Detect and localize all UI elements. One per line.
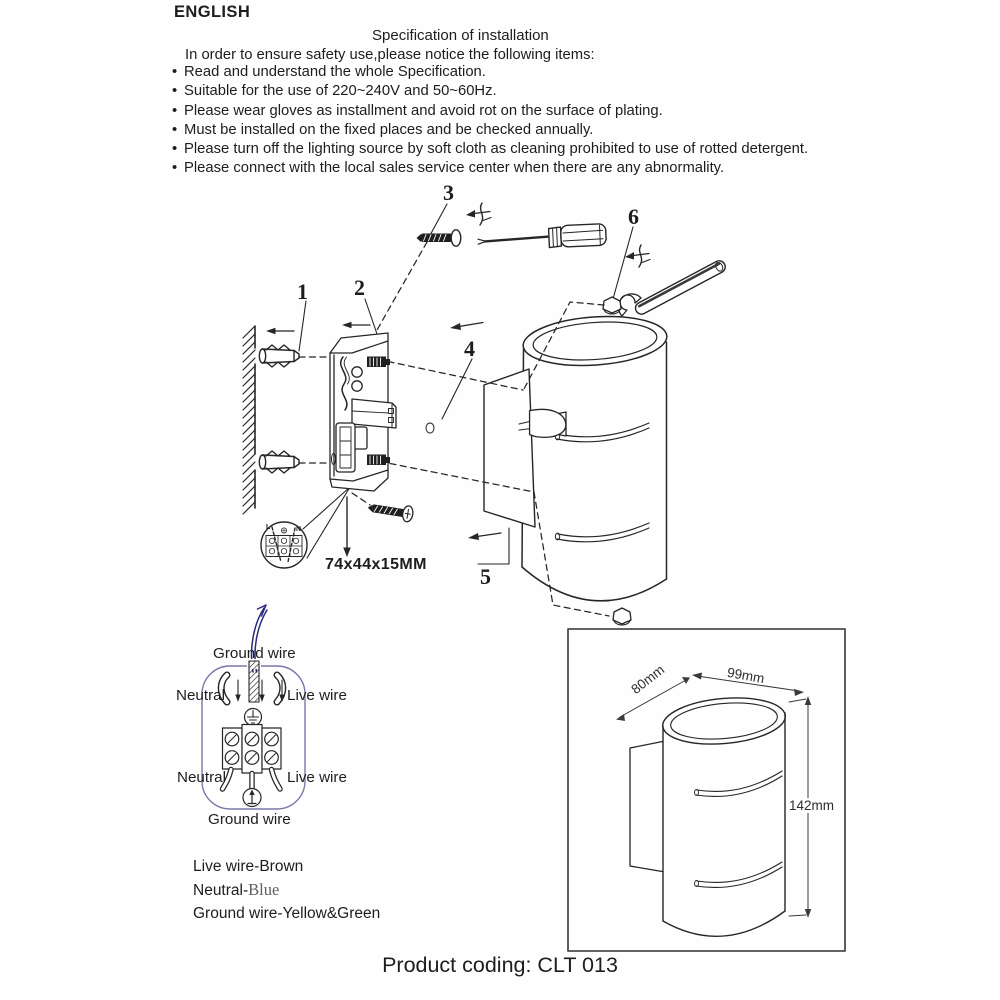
legend-neutral-color: Blue bbox=[248, 880, 280, 899]
dimension-height-label: 142mm bbox=[789, 798, 835, 813]
spec-item: • Please connect with the local sales service center when there are any abnormality. bbox=[172, 159, 808, 178]
bullet-glyph: • bbox=[172, 141, 178, 158]
ground-symbol-bottom bbox=[243, 789, 261, 807]
terminal-live-marking: L bbox=[266, 524, 271, 531]
part-number-6: 6 bbox=[628, 204, 639, 229]
legend-live: Live wire-Brown bbox=[193, 858, 304, 875]
language-header: ENGLISH bbox=[174, 3, 251, 21]
turn-symbol-screw bbox=[466, 203, 491, 225]
wall-plug-bottom bbox=[259, 451, 299, 473]
wall bbox=[243, 326, 255, 514]
size-arrow bbox=[343, 497, 351, 557]
ground-symbol-top bbox=[245, 709, 262, 726]
turn-symbol-bolt bbox=[625, 245, 650, 267]
wall-plug-top bbox=[259, 345, 299, 367]
wrench bbox=[618, 259, 727, 317]
product-coding: Product coding: CLT 013 bbox=[382, 953, 618, 977]
screw-part-3 bbox=[417, 230, 461, 246]
bracket-size-label: 74x44x15MM bbox=[325, 556, 427, 573]
terminal-block bbox=[223, 725, 282, 774]
mounting-bracket bbox=[330, 333, 396, 491]
dimension-drawing bbox=[568, 629, 845, 951]
spec-list bbox=[172, 63, 808, 179]
dimension-diameter-label: 99mm bbox=[725, 664, 766, 687]
part-number-3: 3 bbox=[443, 180, 454, 205]
spec-item: • Read and understand the whole Specification. bbox=[172, 63, 808, 82]
ground-wire-hatched bbox=[249, 661, 259, 702]
bullet-glyph: • bbox=[172, 121, 178, 138]
spec-intro: In order to ensure safety use,please notice the following items: bbox=[185, 47, 595, 63]
wire-color-legend bbox=[193, 855, 380, 925]
spec-title: Specification of installation bbox=[372, 27, 549, 44]
bolt-top bbox=[603, 297, 621, 314]
bullet-glyph: • bbox=[172, 83, 178, 100]
part-number-2: 2 bbox=[354, 275, 365, 300]
legend-neutral: Neutral-Blue bbox=[193, 880, 280, 899]
part-number-4: 4 bbox=[464, 336, 475, 361]
live-wire-label-bottom: Live wire bbox=[287, 769, 347, 786]
part-number-1: 1 bbox=[297, 279, 308, 304]
spec-item: • Please wear gloves as installment and avoid rot on the surface of plating. bbox=[172, 102, 808, 121]
neutral-label-bottom: Neutral bbox=[177, 769, 226, 786]
spec-item: • Must be installed on the fixed places and be checked annually. bbox=[172, 121, 808, 140]
dimension-depth-label: 80mm bbox=[628, 662, 668, 697]
ground-wire-label-bottom: Ground wire bbox=[208, 811, 291, 828]
bullet-glyph: • bbox=[172, 102, 178, 119]
ground-wire-label-top: Ground wire bbox=[213, 645, 296, 662]
small-screw bbox=[367, 500, 414, 523]
spec-item: • Please turn off the lighting source by soft cloth as cleaning prohibited to use of rotted detergent. bbox=[172, 140, 808, 159]
bracket-stud-bottom bbox=[367, 455, 390, 466]
bracket-stud-top bbox=[367, 357, 390, 368]
spec-item: • Suitable for the use of 220~240V and 50~60Hz. bbox=[172, 82, 808, 101]
screwdriver bbox=[478, 224, 607, 251]
dim-back-plate bbox=[630, 741, 665, 872]
terminal-neutral-marking: N bbox=[296, 526, 302, 533]
lamp-body bbox=[484, 312, 668, 601]
legend-ground: Ground wire-Yellow&Green bbox=[193, 905, 381, 922]
bolt-bottom bbox=[613, 608, 631, 625]
bullet-glyph: • bbox=[172, 160, 178, 177]
live-wire-label-top: Live wire bbox=[287, 687, 347, 704]
neutral-label-top: Neutral bbox=[176, 687, 225, 704]
back-plate bbox=[484, 369, 535, 527]
part-number-5: 5 bbox=[480, 564, 491, 589]
bottom-wires bbox=[223, 770, 281, 790]
bullet-glyph: • bbox=[172, 64, 178, 80]
